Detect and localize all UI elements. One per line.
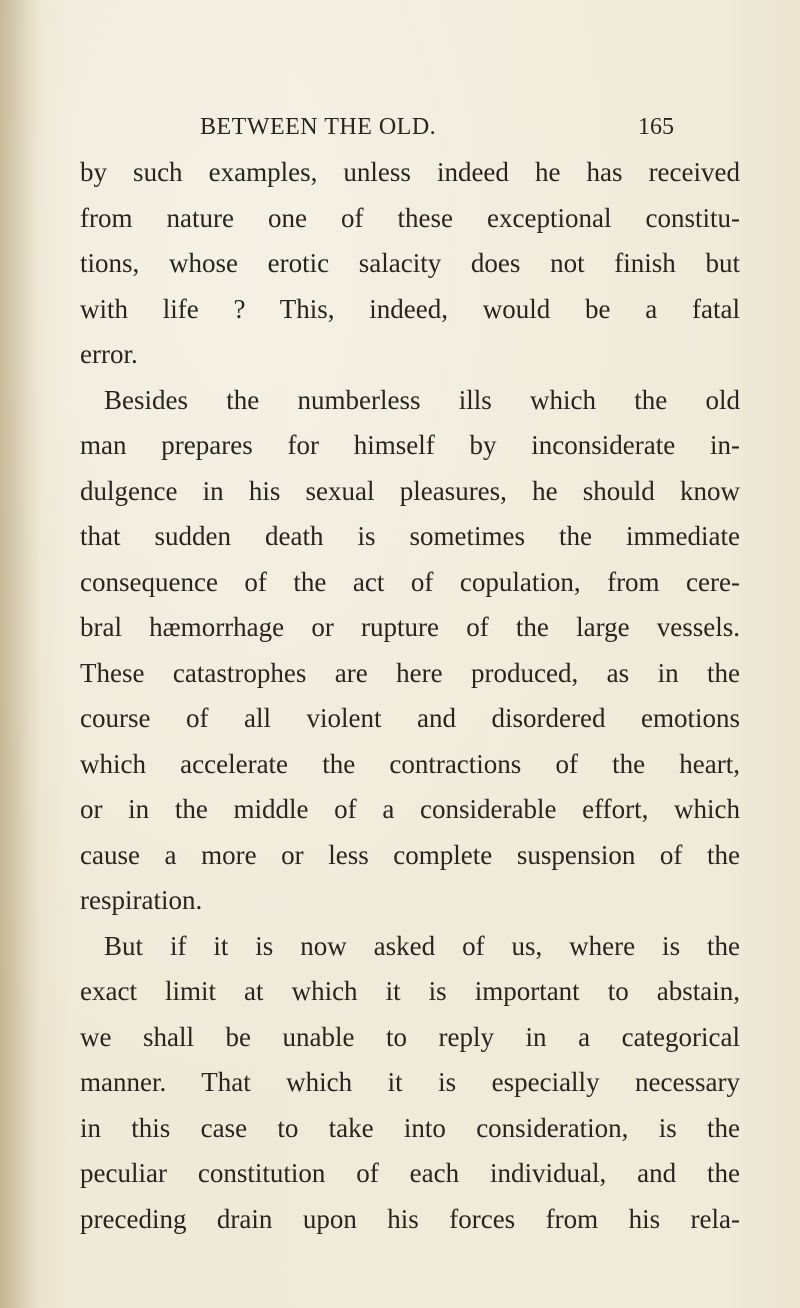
text-line: cause a more or less complete suspension of the <box>80 839 740 870</box>
text-line: that sudden death is sometimes the immediate <box>80 521 740 551</box>
text-line: error. <box>80 339 138 369</box>
text-line: from nature one of these exceptional constitu- <box>80 202 740 233</box>
text-line: dulgence in his sexual pleasures, he should know <box>80 475 740 506</box>
text-line: which accelerate the contractions of the heart, <box>80 748 740 779</box>
text-line: peculiar constitution of each individual, and the <box>80 1158 740 1188</box>
text-line: Besides the numberless ills which the old <box>104 384 740 415</box>
text-line: respiration. <box>80 885 203 915</box>
page-gutter-shadow <box>0 0 40 1308</box>
text-line: in this case to take into consideration, is the <box>80 1112 740 1143</box>
text-line: or in the middle of a considerable effort, which <box>80 794 740 824</box>
text-line: These catastrophes are here produced, as in the <box>80 657 740 688</box>
text-line: consequence of the act of copulation, from cere- <box>80 566 740 597</box>
text-line: bral hæmorrhage or rupture of the large vessels. <box>80 612 740 642</box>
page-number: 165 <box>638 114 674 140</box>
text-line: preceding drain upon his forces from his rela- <box>80 1203 740 1234</box>
text-line: with life ? This, indeed, would be a fatal <box>80 293 740 324</box>
text-line: manner. That which it is especially necessary <box>80 1067 740 1097</box>
text-line: course of all violent and disordered emotions <box>80 703 740 733</box>
page-header <box>0 114 800 150</box>
text-line: exact limit at which it is important to abstain, <box>80 976 740 1006</box>
running-head: BETWEEN THE OLD. <box>200 114 437 140</box>
text-line: we shall be unable to reply in a categorical <box>80 1021 740 1052</box>
text-line: But if it is now asked of us, where is the <box>104 930 740 961</box>
text-line: man prepares for himself by inconsiderate in- <box>80 430 740 460</box>
text-line: tions, whose erotic salacity does not finish but <box>80 248 740 278</box>
body-text <box>80 150 740 1242</box>
text-line: by such examples, unless indeed he has received <box>80 157 740 187</box>
